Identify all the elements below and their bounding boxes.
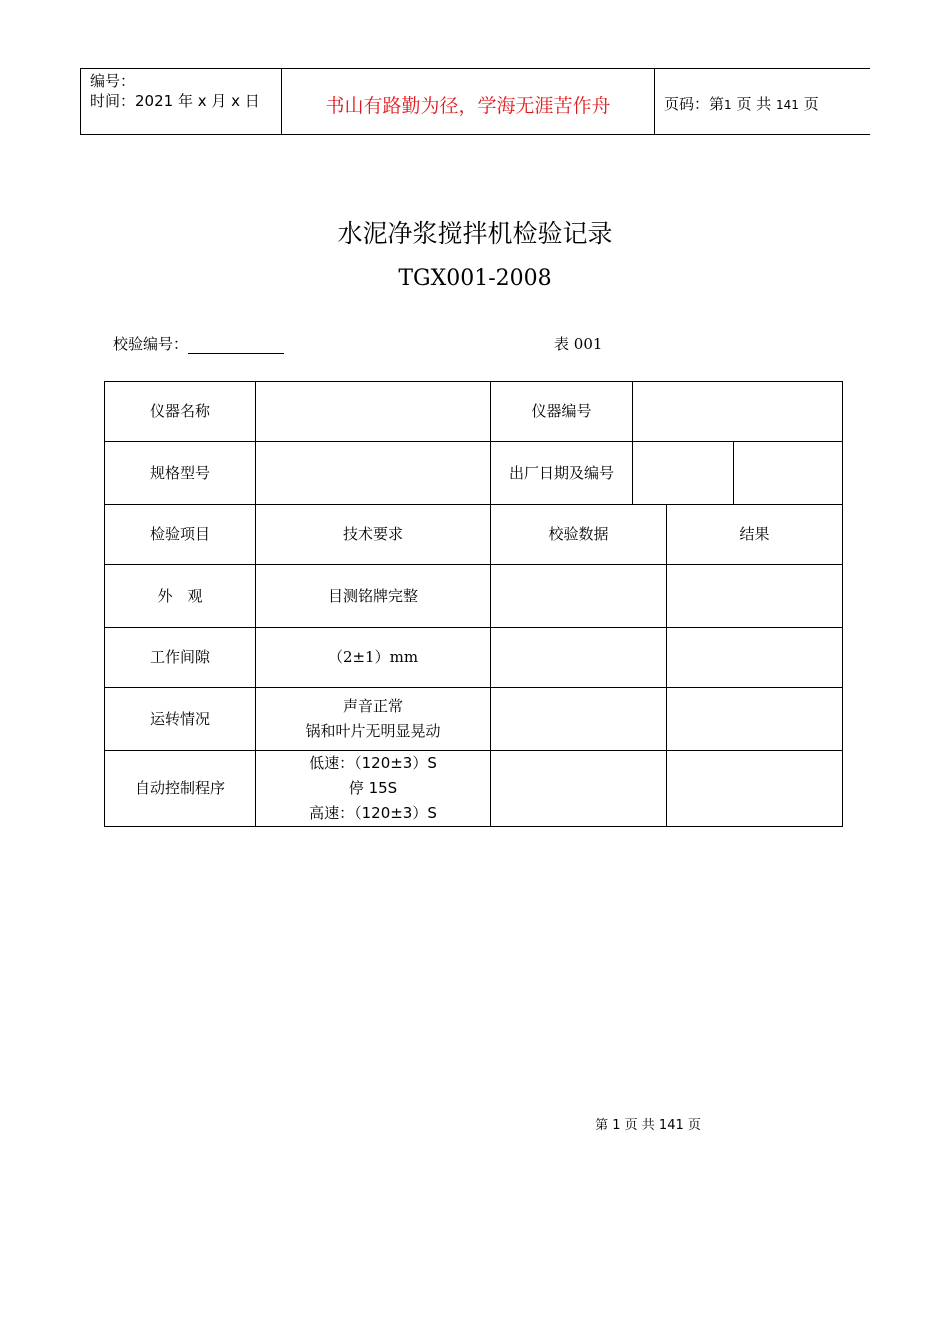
factory-date-value[interactable] bbox=[633, 442, 733, 504]
row-result-program[interactable] bbox=[667, 751, 842, 826]
header-meta bbox=[81, 69, 282, 134]
instrument-name-value[interactable] bbox=[256, 382, 490, 441]
row-req-program bbox=[256, 751, 490, 826]
row-data-running[interactable] bbox=[491, 688, 666, 750]
page-mid: 页 共 bbox=[736, 95, 772, 113]
instrument-name-label: 仪器名称 bbox=[149, 402, 210, 420]
page-footer: 第 1 页 共 141 页 bbox=[595, 1118, 701, 1133]
row-req-program-line1: 低速：（120±3）S bbox=[309, 754, 437, 772]
table-number bbox=[554, 333, 602, 354]
row-req-gap bbox=[256, 628, 490, 687]
row-data-gap[interactable] bbox=[491, 628, 666, 687]
instrument-number-value[interactable] bbox=[633, 382, 842, 441]
row-req-program-line3: 高速：（120±3）S bbox=[309, 804, 437, 822]
page-indicator bbox=[664, 93, 819, 114]
page-prefix: 页码：第 bbox=[664, 95, 725, 113]
row-result-running[interactable] bbox=[667, 688, 842, 750]
header-requirement: 技术要求 bbox=[342, 525, 403, 543]
table-label: 表 bbox=[554, 335, 570, 353]
page-header bbox=[80, 68, 870, 135]
row-req-gap-text: （2±1）mm bbox=[327, 648, 419, 666]
spec-model-label: 规格型号 bbox=[149, 463, 210, 482]
spec-model-value[interactable] bbox=[256, 442, 490, 504]
motto: 书山有路勤为径，学海无涯苦作舟 bbox=[325, 95, 611, 117]
time-label: 时间：2021 年 x 月 x 日 bbox=[90, 92, 260, 110]
row-result-gap[interactable] bbox=[667, 628, 842, 687]
document-code: TGX001-2008 bbox=[398, 266, 552, 291]
document-title: 水泥净浆搅拌机检验记录 bbox=[337, 219, 613, 248]
row-item-program: 自动控制程序 bbox=[134, 779, 225, 797]
row-req-running-line1: 声音正常 bbox=[342, 697, 403, 715]
factory-date-label: 出厂日期及编号 bbox=[508, 463, 614, 482]
header-motto-cell bbox=[282, 69, 655, 134]
table-number-value: 001 bbox=[573, 335, 603, 353]
row-data-program[interactable] bbox=[491, 751, 666, 826]
header-page-cell bbox=[655, 69, 871, 134]
row-item-running: 运转情况 bbox=[149, 709, 210, 728]
row-req-appearance: 目测铭牌完整 bbox=[327, 586, 418, 605]
factory-number-value[interactable] bbox=[734, 442, 842, 504]
row-item-gap: 工作间隙 bbox=[149, 648, 210, 666]
instrument-number-label: 仪器编号 bbox=[531, 402, 592, 420]
header-result: 结果 bbox=[739, 525, 770, 543]
row-item-appearance: 外 观 bbox=[157, 586, 203, 605]
row-req-running-line2: 锅和叶片无明显晃动 bbox=[305, 722, 441, 740]
number-label: 编号： bbox=[90, 72, 136, 90]
calibration-number bbox=[113, 333, 284, 354]
header-item: 检验项目 bbox=[149, 525, 210, 543]
row-req-program-line2: 停 15S bbox=[348, 779, 398, 797]
calibration-label: 校验编号： bbox=[113, 335, 189, 353]
page-suffix: 页 bbox=[803, 95, 819, 113]
page-total: 141 bbox=[776, 98, 799, 112]
calibration-blank bbox=[188, 337, 284, 354]
header-data: 校验数据 bbox=[548, 525, 609, 543]
row-data-appearance[interactable] bbox=[491, 565, 666, 627]
row-req-running bbox=[256, 688, 490, 750]
row-result-appearance[interactable] bbox=[667, 565, 842, 627]
page-current: 1 bbox=[724, 98, 732, 112]
